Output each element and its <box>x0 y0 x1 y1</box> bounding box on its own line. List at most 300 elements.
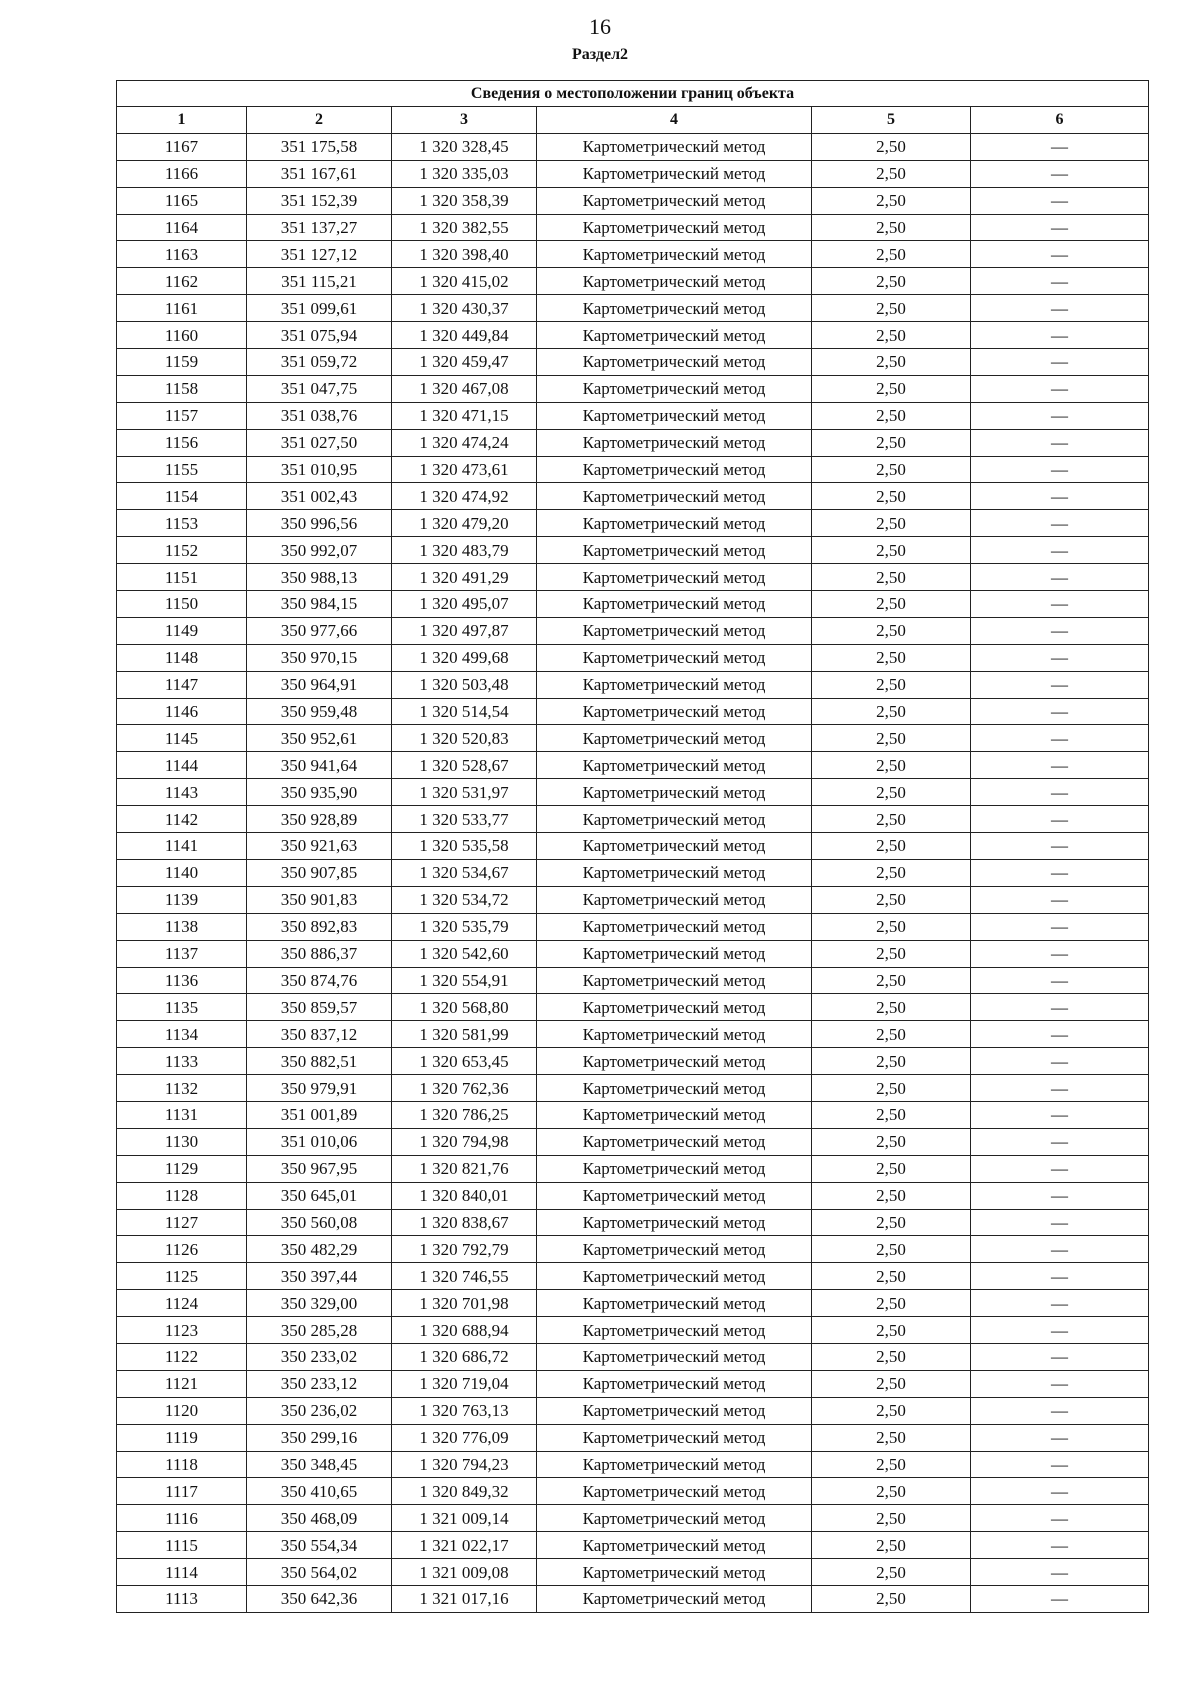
x-coordinate-cell: 350 892,83 <box>247 913 392 940</box>
table-row <box>117 1128 1149 1155</box>
method-cell: Картометрический метод <box>537 833 812 860</box>
method-cell: Картометрический метод <box>537 214 812 241</box>
y-coordinate-cell: 1 320 746,55 <box>392 1263 537 1290</box>
description-cell: — <box>971 1290 1149 1317</box>
point-number-cell: 1126 <box>117 1236 247 1263</box>
table-row <box>117 1263 1149 1290</box>
table-row <box>117 1075 1149 1102</box>
y-coordinate-cell: 1 320 533,77 <box>392 806 537 833</box>
point-number-cell: 1115 <box>117 1532 247 1559</box>
table-row <box>117 1585 1149 1612</box>
x-coordinate-cell: 351 075,94 <box>247 322 392 349</box>
method-cell: Картометрический метод <box>537 940 812 967</box>
column-header-5: 5 <box>812 107 971 134</box>
table-row <box>117 322 1149 349</box>
description-cell: — <box>971 1505 1149 1532</box>
table-row <box>117 456 1149 483</box>
description-cell: — <box>971 1155 1149 1182</box>
description-cell: — <box>971 859 1149 886</box>
point-number-cell: 1121 <box>117 1370 247 1397</box>
y-coordinate-cell: 1 320 838,67 <box>392 1209 537 1236</box>
x-coordinate-cell: 350 959,48 <box>247 698 392 725</box>
description-cell: — <box>971 1021 1149 1048</box>
x-coordinate-cell: 350 299,16 <box>247 1424 392 1451</box>
y-coordinate-cell: 1 321 017,16 <box>392 1585 537 1612</box>
y-coordinate-cell: 1 320 535,58 <box>392 833 537 860</box>
description-cell: — <box>971 322 1149 349</box>
y-coordinate-cell: 1 320 514,54 <box>392 698 537 725</box>
method-cell: Картометрический метод <box>537 564 812 591</box>
description-cell: — <box>971 1075 1149 1102</box>
point-number-cell: 1145 <box>117 725 247 752</box>
description-cell: — <box>971 591 1149 618</box>
method-cell: Картометрический метод <box>537 1263 812 1290</box>
point-number-cell: 1146 <box>117 698 247 725</box>
point-number-cell: 1165 <box>117 187 247 214</box>
accuracy-cell: 2,50 <box>812 429 971 456</box>
description-cell: — <box>971 806 1149 833</box>
description-cell: — <box>971 779 1149 806</box>
description-cell: — <box>971 967 1149 994</box>
table-row <box>117 429 1149 456</box>
method-cell: Картометрический метод <box>537 725 812 752</box>
method-cell: Картометрический метод <box>537 1451 812 1478</box>
method-cell: Картометрический метод <box>537 671 812 698</box>
table-row <box>117 644 1149 671</box>
point-number-cell: 1122 <box>117 1343 247 1370</box>
table-row <box>117 806 1149 833</box>
table-row <box>117 268 1149 295</box>
y-coordinate-cell: 1 320 479,20 <box>392 510 537 537</box>
method-cell: Картометрический метод <box>537 1155 812 1182</box>
description-cell: — <box>971 537 1149 564</box>
table-row <box>117 1397 1149 1424</box>
x-coordinate-cell: 350 859,57 <box>247 994 392 1021</box>
x-coordinate-cell: 351 047,75 <box>247 375 392 402</box>
column-header-row <box>117 107 1149 134</box>
accuracy-cell: 2,50 <box>812 1263 971 1290</box>
y-coordinate-cell: 1 320 503,48 <box>392 671 537 698</box>
table-row <box>117 402 1149 429</box>
table-row <box>117 1209 1149 1236</box>
method-cell: Картометрический метод <box>537 241 812 268</box>
y-coordinate-cell: 1 320 415,02 <box>392 268 537 295</box>
table-row <box>117 1317 1149 1344</box>
column-header-2: 2 <box>247 107 392 134</box>
x-coordinate-cell: 350 837,12 <box>247 1021 392 1048</box>
table-row <box>117 241 1149 268</box>
description-cell: — <box>971 1478 1149 1505</box>
description-cell: — <box>971 1182 1149 1209</box>
description-cell: — <box>971 187 1149 214</box>
y-coordinate-cell: 1 321 022,17 <box>392 1532 537 1559</box>
table-row <box>117 1290 1149 1317</box>
table-row <box>117 859 1149 886</box>
y-coordinate-cell: 1 320 686,72 <box>392 1343 537 1370</box>
point-number-cell: 1116 <box>117 1505 247 1532</box>
method-cell: Картометрический метод <box>537 1343 812 1370</box>
point-number-cell: 1152 <box>117 537 247 564</box>
accuracy-cell: 2,50 <box>812 1585 971 1612</box>
accuracy-cell: 2,50 <box>812 617 971 644</box>
point-number-cell: 1163 <box>117 241 247 268</box>
x-coordinate-cell: 351 099,61 <box>247 295 392 322</box>
description-cell: — <box>971 994 1149 1021</box>
x-coordinate-cell: 350 941,64 <box>247 752 392 779</box>
point-number-cell: 1143 <box>117 779 247 806</box>
accuracy-cell: 2,50 <box>812 483 971 510</box>
x-coordinate-cell: 350 233,02 <box>247 1343 392 1370</box>
method-cell: Картометрический метод <box>537 1236 812 1263</box>
description-cell: — <box>971 644 1149 671</box>
table-row <box>117 1236 1149 1263</box>
point-number-cell: 1125 <box>117 1263 247 1290</box>
table-row <box>117 591 1149 618</box>
accuracy-cell: 2,50 <box>812 752 971 779</box>
accuracy-cell: 2,50 <box>812 322 971 349</box>
x-coordinate-cell: 350 967,95 <box>247 1155 392 1182</box>
table-row <box>117 1155 1149 1182</box>
method-cell: Картометрический метод <box>537 1397 812 1424</box>
description-cell: — <box>971 429 1149 456</box>
y-coordinate-cell: 1 320 328,45 <box>392 133 537 160</box>
table-row <box>117 725 1149 752</box>
table-row <box>117 833 1149 860</box>
description-cell: — <box>971 1317 1149 1344</box>
y-coordinate-cell: 1 320 568,80 <box>392 994 537 1021</box>
accuracy-cell: 2,50 <box>812 214 971 241</box>
point-number-cell: 1134 <box>117 1021 247 1048</box>
point-number-cell: 1156 <box>117 429 247 456</box>
description-cell: — <box>971 752 1149 779</box>
y-coordinate-cell: 1 320 581,99 <box>392 1021 537 1048</box>
accuracy-cell: 2,50 <box>812 402 971 429</box>
point-number-cell: 1128 <box>117 1182 247 1209</box>
column-header-1: 1 <box>117 107 247 134</box>
method-cell: Картометрический метод <box>537 537 812 564</box>
method-cell: Картометрический метод <box>537 160 812 187</box>
point-number-cell: 1144 <box>117 752 247 779</box>
table-row <box>117 133 1149 160</box>
accuracy-cell: 2,50 <box>812 1343 971 1370</box>
x-coordinate-cell: 350 970,15 <box>247 644 392 671</box>
point-number-cell: 1124 <box>117 1290 247 1317</box>
method-cell: Картометрический метод <box>537 295 812 322</box>
table-row <box>117 564 1149 591</box>
x-coordinate-cell: 350 984,15 <box>247 591 392 618</box>
point-number-cell: 1150 <box>117 591 247 618</box>
point-number-cell: 1162 <box>117 268 247 295</box>
table-row <box>117 295 1149 322</box>
boundary-coordinates-table <box>116 80 1149 1613</box>
accuracy-cell: 2,50 <box>812 1505 971 1532</box>
x-coordinate-cell: 350 874,76 <box>247 967 392 994</box>
y-coordinate-cell: 1 320 794,98 <box>392 1128 537 1155</box>
point-number-cell: 1114 <box>117 1559 247 1586</box>
x-coordinate-cell: 350 645,01 <box>247 1182 392 1209</box>
table-row <box>117 1505 1149 1532</box>
x-coordinate-cell: 350 928,89 <box>247 806 392 833</box>
table-row <box>117 752 1149 779</box>
y-coordinate-cell: 1 320 534,67 <box>392 859 537 886</box>
accuracy-cell: 2,50 <box>812 1236 971 1263</box>
accuracy-cell: 2,50 <box>812 349 971 376</box>
x-coordinate-cell: 351 175,58 <box>247 133 392 160</box>
y-coordinate-cell: 1 320 763,13 <box>392 1397 537 1424</box>
y-coordinate-cell: 1 320 491,29 <box>392 564 537 591</box>
table-row <box>117 994 1149 1021</box>
x-coordinate-cell: 350 285,28 <box>247 1317 392 1344</box>
method-cell: Картометрический метод <box>537 456 812 483</box>
section-title: Раздел2 <box>571 46 629 63</box>
x-coordinate-cell: 351 127,12 <box>247 241 392 268</box>
table-row <box>117 1559 1149 1586</box>
point-number-cell: 1151 <box>117 564 247 591</box>
description-cell: — <box>971 133 1149 160</box>
description-cell: — <box>971 1236 1149 1263</box>
point-number-cell: 1142 <box>117 806 247 833</box>
point-number-cell: 1166 <box>117 160 247 187</box>
y-coordinate-cell: 1 320 358,39 <box>392 187 537 214</box>
method-cell: Картометрический метод <box>537 913 812 940</box>
point-number-cell: 1167 <box>117 133 247 160</box>
method-cell: Картометрический метод <box>537 349 812 376</box>
x-coordinate-cell: 350 468,09 <box>247 1505 392 1532</box>
y-coordinate-cell: 1 320 688,94 <box>392 1317 537 1344</box>
x-coordinate-cell: 350 901,83 <box>247 886 392 913</box>
accuracy-cell: 2,50 <box>812 671 971 698</box>
accuracy-cell: 2,50 <box>812 510 971 537</box>
y-coordinate-cell: 1 320 719,04 <box>392 1370 537 1397</box>
accuracy-cell: 2,50 <box>812 1478 971 1505</box>
x-coordinate-cell: 350 564,02 <box>247 1559 392 1586</box>
method-cell: Картометрический метод <box>537 322 812 349</box>
accuracy-cell: 2,50 <box>812 1182 971 1209</box>
description-cell: — <box>971 483 1149 510</box>
point-number-cell: 1117 <box>117 1478 247 1505</box>
description-cell: — <box>971 833 1149 860</box>
accuracy-cell: 2,50 <box>812 698 971 725</box>
accuracy-cell: 2,50 <box>812 913 971 940</box>
x-coordinate-cell: 351 167,61 <box>247 160 392 187</box>
method-cell: Картометрический метод <box>537 1317 812 1344</box>
description-cell: — <box>971 564 1149 591</box>
method-cell: Картометрический метод <box>537 133 812 160</box>
accuracy-cell: 2,50 <box>812 1101 971 1128</box>
point-number-cell: 1154 <box>117 483 247 510</box>
method-cell: Картометрический метод <box>537 644 812 671</box>
description-cell: — <box>971 1263 1149 1290</box>
accuracy-cell: 2,50 <box>812 1021 971 1048</box>
description-cell: — <box>971 698 1149 725</box>
accuracy-cell: 2,50 <box>812 644 971 671</box>
point-number-cell: 1158 <box>117 375 247 402</box>
x-coordinate-cell: 350 410,65 <box>247 1478 392 1505</box>
accuracy-cell: 2,50 <box>812 833 971 860</box>
method-cell: Картометрический метод <box>537 1075 812 1102</box>
point-number-cell: 1131 <box>117 1101 247 1128</box>
point-number-cell: 1147 <box>117 671 247 698</box>
point-number-cell: 1127 <box>117 1209 247 1236</box>
accuracy-cell: 2,50 <box>812 133 971 160</box>
x-coordinate-cell: 351 115,21 <box>247 268 392 295</box>
point-number-cell: 1136 <box>117 967 247 994</box>
description-cell: — <box>971 214 1149 241</box>
point-number-cell: 1133 <box>117 1048 247 1075</box>
description-cell: — <box>971 349 1149 376</box>
point-number-cell: 1130 <box>117 1128 247 1155</box>
method-cell: Картометрический метод <box>537 1290 812 1317</box>
accuracy-cell: 2,50 <box>812 591 971 618</box>
x-coordinate-cell: 351 002,43 <box>247 483 392 510</box>
x-coordinate-cell: 351 010,95 <box>247 456 392 483</box>
method-cell: Картометрический метод <box>537 1478 812 1505</box>
method-cell: Картометрический метод <box>537 752 812 779</box>
accuracy-cell: 2,50 <box>812 241 971 268</box>
point-number-cell: 1141 <box>117 833 247 860</box>
accuracy-cell: 2,50 <box>812 1128 971 1155</box>
accuracy-cell: 2,50 <box>812 1317 971 1344</box>
y-coordinate-cell: 1 320 786,25 <box>392 1101 537 1128</box>
point-number-cell: 1149 <box>117 617 247 644</box>
point-number-cell: 1153 <box>117 510 247 537</box>
method-cell: Картометрический метод <box>537 967 812 994</box>
point-number-cell: 1157 <box>117 402 247 429</box>
method-cell: Картометрический метод <box>537 1532 812 1559</box>
y-coordinate-cell: 1 320 762,36 <box>392 1075 537 1102</box>
accuracy-cell: 2,50 <box>812 268 971 295</box>
method-cell: Картометрический метод <box>537 1209 812 1236</box>
accuracy-cell: 2,50 <box>812 806 971 833</box>
accuracy-cell: 2,50 <box>812 1048 971 1075</box>
method-cell: Картометрический метод <box>537 1505 812 1532</box>
accuracy-cell: 2,50 <box>812 564 971 591</box>
table-row <box>117 1021 1149 1048</box>
y-coordinate-cell: 1 320 474,24 <box>392 429 537 456</box>
accuracy-cell: 2,50 <box>812 1532 971 1559</box>
x-coordinate-cell: 350 482,29 <box>247 1236 392 1263</box>
x-coordinate-cell: 350 329,00 <box>247 1290 392 1317</box>
point-number-cell: 1164 <box>117 214 247 241</box>
accuracy-cell: 2,50 <box>812 994 971 1021</box>
table-row <box>117 1451 1149 1478</box>
description-cell: — <box>971 295 1149 322</box>
point-number-cell: 1113 <box>117 1585 247 1612</box>
point-number-cell: 1139 <box>117 886 247 913</box>
description-cell: — <box>971 1559 1149 1586</box>
method-cell: Картометрический метод <box>537 483 812 510</box>
y-coordinate-cell: 1 320 483,79 <box>392 537 537 564</box>
method-cell: Картометрический метод <box>537 617 812 644</box>
x-coordinate-cell: 350 554,34 <box>247 1532 392 1559</box>
description-cell: — <box>971 1128 1149 1155</box>
accuracy-cell: 2,50 <box>812 456 971 483</box>
method-cell: Картометрический метод <box>537 1370 812 1397</box>
method-cell: Картометрический метод <box>537 779 812 806</box>
method-cell: Картометрический метод <box>537 1424 812 1451</box>
accuracy-cell: 2,50 <box>812 1075 971 1102</box>
table-row <box>117 349 1149 376</box>
y-coordinate-cell: 1 320 471,15 <box>392 402 537 429</box>
description-cell: — <box>971 268 1149 295</box>
description-cell: — <box>971 160 1149 187</box>
method-cell: Картометрический метод <box>537 510 812 537</box>
table-row <box>117 913 1149 940</box>
point-number-cell: 1160 <box>117 322 247 349</box>
table-row <box>117 617 1149 644</box>
point-number-cell: 1140 <box>117 859 247 886</box>
description-cell: — <box>971 913 1149 940</box>
x-coordinate-cell: 351 001,89 <box>247 1101 392 1128</box>
accuracy-cell: 2,50 <box>812 160 971 187</box>
table-row <box>117 940 1149 967</box>
y-coordinate-cell: 1 320 398,40 <box>392 241 537 268</box>
accuracy-cell: 2,50 <box>812 1397 971 1424</box>
x-coordinate-cell: 350 988,13 <box>247 564 392 591</box>
table-row <box>117 1370 1149 1397</box>
accuracy-cell: 2,50 <box>812 537 971 564</box>
table-row <box>117 1048 1149 1075</box>
y-coordinate-cell: 1 320 528,67 <box>392 752 537 779</box>
accuracy-cell: 2,50 <box>812 1155 971 1182</box>
method-cell: Картометрический метод <box>537 886 812 913</box>
description-cell: — <box>971 456 1149 483</box>
description-cell: — <box>971 1343 1149 1370</box>
table-row <box>117 1478 1149 1505</box>
y-coordinate-cell: 1 320 497,87 <box>392 617 537 644</box>
table-row <box>117 214 1149 241</box>
x-coordinate-cell: 350 236,02 <box>247 1397 392 1424</box>
y-coordinate-cell: 1 320 849,32 <box>392 1478 537 1505</box>
y-coordinate-cell: 1 320 653,45 <box>392 1048 537 1075</box>
point-number-cell: 1159 <box>117 349 247 376</box>
description-cell: — <box>971 1370 1149 1397</box>
accuracy-cell: 2,50 <box>812 940 971 967</box>
method-cell: Картометрический метод <box>537 375 812 402</box>
point-number-cell: 1155 <box>117 456 247 483</box>
table-row <box>117 483 1149 510</box>
table-row <box>117 510 1149 537</box>
y-coordinate-cell: 1 320 335,03 <box>392 160 537 187</box>
x-coordinate-cell: 350 935,90 <box>247 779 392 806</box>
method-cell: Картометрический метод <box>537 1182 812 1209</box>
point-number-cell: 1129 <box>117 1155 247 1182</box>
x-coordinate-cell: 350 996,56 <box>247 510 392 537</box>
table-row <box>117 187 1149 214</box>
y-coordinate-cell: 1 320 535,79 <box>392 913 537 940</box>
description-cell: — <box>971 1451 1149 1478</box>
table-row <box>117 160 1149 187</box>
table-row <box>117 1532 1149 1559</box>
description-cell: — <box>971 1209 1149 1236</box>
y-coordinate-cell: 1 320 499,68 <box>392 644 537 671</box>
x-coordinate-cell: 351 010,06 <box>247 1128 392 1155</box>
method-cell: Картометрический метод <box>537 187 812 214</box>
description-cell: — <box>971 1101 1149 1128</box>
y-coordinate-cell: 1 320 459,47 <box>392 349 537 376</box>
y-coordinate-cell: 1 320 534,72 <box>392 886 537 913</box>
table-body <box>117 133 1149 1612</box>
description-cell: — <box>971 671 1149 698</box>
method-cell: Картометрический метод <box>537 698 812 725</box>
description-cell: — <box>971 402 1149 429</box>
page-number: 16 <box>589 14 611 39</box>
method-cell: Картометрический метод <box>537 1021 812 1048</box>
description-cell: — <box>971 1397 1149 1424</box>
point-number-cell: 1148 <box>117 644 247 671</box>
x-coordinate-cell: 350 886,37 <box>247 940 392 967</box>
table-row <box>117 1343 1149 1370</box>
